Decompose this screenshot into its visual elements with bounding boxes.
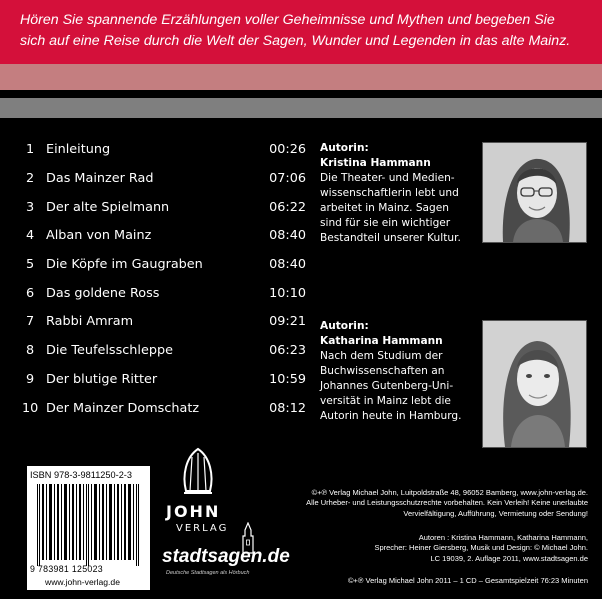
track-row — [26, 171, 306, 193]
intro-banner — [0, 0, 602, 64]
author-bio-line: versität in Mainz lebt die — [320, 395, 451, 407]
track-duration: 00:26 — [269, 142, 306, 157]
author-bio-line: Buchwissenschaften an — [320, 365, 445, 377]
track-number: 3 — [26, 200, 35, 215]
decorative-band-gray — [0, 98, 602, 118]
publisher-url: www.john-verlag.de — [45, 577, 120, 587]
author-bio-line: Nach dem Studium der — [320, 350, 443, 362]
author-kristina — [320, 141, 480, 246]
track-number: 9 — [26, 372, 35, 387]
author-photo-kristina — [482, 142, 587, 243]
author-bio-line: Bestandteil unserer Kultur. — [320, 232, 461, 244]
track-row — [26, 257, 306, 279]
legal-credits-block — [374, 533, 588, 564]
track-duration: 08:40 — [269, 257, 306, 272]
track-duration: 09:21 — [269, 314, 306, 329]
track-row — [26, 314, 306, 336]
barcode-digits: 9 783981 125023 — [30, 564, 103, 574]
isbn-number: ISBN 978-3-9811250-2-3 — [30, 470, 132, 480]
track-duration: 06:23 — [269, 343, 306, 358]
shell-logo-icon — [180, 447, 216, 499]
portrait-icon — [483, 143, 586, 242]
track-title: Alban von Mainz — [46, 228, 152, 243]
track-number: 2 — [26, 171, 35, 186]
author-label: Autorin: — [320, 142, 369, 154]
track-title: Die Teufelsschleppe — [46, 343, 173, 358]
track-number: 10 — [22, 401, 39, 416]
track-title: Die Köpfe im Gaugraben — [46, 257, 203, 272]
credits-line: LC 19039, 2. Auflage 2011, www.stadtsagen.de — [430, 553, 588, 563]
track-row — [26, 200, 306, 222]
track-number: 4 — [26, 228, 35, 243]
track-duration: 06:22 — [269, 200, 306, 215]
author-label: Autorin: — [320, 320, 369, 332]
track-title: Der Mainzer Domschatz — [46, 401, 200, 416]
track-title: Das goldene Ross — [46, 286, 160, 301]
intro-text — [20, 10, 590, 52]
author-bio-line: Autorin heute in Hamburg. — [320, 410, 462, 422]
author-name: Kristina Hammann — [320, 157, 431, 169]
author-bio-line: Die Theater- und Medien- — [320, 172, 455, 184]
author-bio-line: wissenschaftlerin lebt und — [320, 187, 459, 199]
total-playtime-footer: ©+℗ Verlag Michael John 2011 – 1 CD – Gesamtspielzeit 76:23 Minuten — [347, 576, 588, 585]
track-row — [26, 343, 306, 365]
stadtsagen-subtitle: Deutsche Stadtsagen als Hörbuch — [166, 570, 250, 576]
decorative-band-rose — [0, 64, 602, 90]
publisher-logo-john: JOHN — [166, 502, 221, 521]
author-name: Katharina Hammann — [320, 335, 443, 347]
track-duration: 08:12 — [269, 401, 306, 416]
track-number: 6 — [26, 286, 35, 301]
track-number: 7 — [26, 314, 35, 329]
track-number: 8 — [26, 343, 35, 358]
track-number: 1 — [26, 142, 35, 157]
track-title: Rabbi Amram — [46, 314, 134, 329]
track-duration: 07:06 — [269, 171, 306, 186]
legal-line: ©+℗ Verlag Michael John, Luitpoldstraße 48, 96052 Bamberg, www.john-verlag.de. — [311, 488, 588, 497]
track-number: 5 — [26, 257, 35, 272]
legal-line: Alle Urheber- und Leistungsschutzrechte vorbehalten. Kein Verleih! Keine unerlaubte — [306, 498, 588, 508]
author-bio-line: sind für sie ein wichtiger — [320, 217, 451, 229]
isbn-barcode-box — [27, 466, 150, 590]
track-duration: 10:59 — [269, 372, 306, 387]
decorative-band-black — [0, 90, 602, 98]
track-title: Einleitung — [46, 142, 111, 157]
track-title: Der alte Spielmann — [46, 200, 170, 215]
track-row — [22, 401, 306, 423]
barcode-icon — [31, 484, 146, 566]
author-bio-line: arbeitet in Mainz. Sagen — [320, 202, 450, 214]
track-row — [26, 286, 306, 308]
credits-line: Sprecher: Heiner Giersberg, Musik und Design: © Michael John. — [374, 543, 588, 553]
track-title: Der blutige Ritter — [46, 372, 158, 387]
stadtsagen-logo: stadtsagen.de — [162, 546, 290, 567]
track-row — [26, 228, 306, 250]
tower-icon — [238, 522, 258, 554]
track-row — [26, 372, 306, 394]
legal-line: Vervielfältigung, Aufführung, Vermietung oder Sendung! — [403, 508, 588, 518]
intro-line-1: Hören Sie spannende Erzählungen voller Geheimnisse und Mythen und begeben Sie — [20, 12, 555, 28]
author-photo-katharina — [482, 320, 587, 448]
track-duration: 08:40 — [269, 228, 306, 243]
portrait-icon — [483, 321, 586, 447]
track-row — [26, 142, 306, 164]
legal-copyright-block — [306, 488, 588, 519]
intro-line-2: sich auf eine Reise durch die Welt der Sagen, Wunder und Legenden in das alte Mainz. — [20, 33, 571, 49]
author-katharina — [320, 319, 480, 424]
credits-line: Autoren : Kristina Hammann, Katharina Hammann, — [418, 533, 588, 542]
publisher-logo-verlag: VERLAG — [176, 523, 229, 534]
track-duration: 10:10 — [269, 286, 306, 301]
author-bio-line: Johannes Gutenberg-Uni- — [320, 380, 454, 392]
track-title: Das Mainzer Rad — [46, 171, 154, 186]
